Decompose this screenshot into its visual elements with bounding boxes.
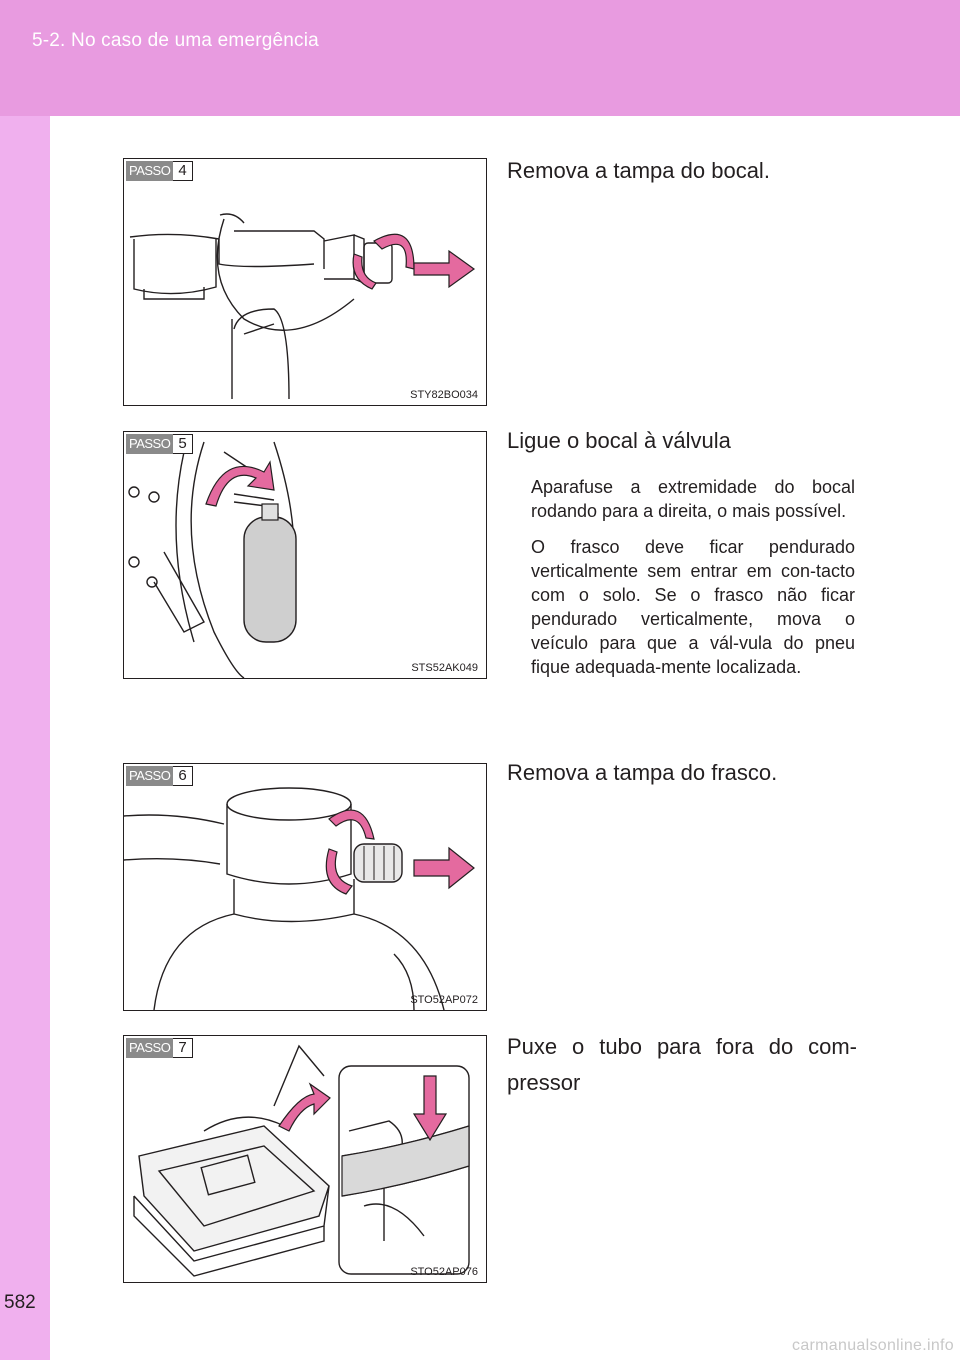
step-tag-number: 7 bbox=[173, 1038, 192, 1058]
valve-connect-illustration bbox=[124, 432, 486, 678]
step-tag bbox=[126, 1038, 193, 1058]
step-title: Puxe o tubo para fora do com-pressor bbox=[507, 1034, 857, 1095]
side-band bbox=[0, 116, 50, 1360]
step-tag-number: 4 bbox=[173, 161, 192, 181]
step-body bbox=[531, 475, 855, 691]
step-title: Remova a tampa do frasco. bbox=[507, 760, 778, 785]
step-tag bbox=[126, 766, 193, 786]
figure-step-7 bbox=[123, 1035, 487, 1283]
page-number: 582 bbox=[4, 1292, 36, 1313]
step-tag-number: 5 bbox=[173, 434, 192, 454]
step-paragraph: O frasco deve ficar pendurado verticalmente sem entrar em con-tacto com o solo. Se o frasco não ficar pendurado verticalmente, mova o veículo para que a vál-vula do pneu fique adequada-mente localizada. bbox=[531, 537, 855, 677]
page-header bbox=[0, 0, 960, 116]
step-tag-label: PASSO bbox=[126, 766, 173, 786]
nozzle-cap-illustration bbox=[124, 159, 486, 405]
figure-code: STS52AK049 bbox=[411, 662, 478, 674]
step-tag-label: PASSO bbox=[126, 161, 173, 181]
step-tag-label: PASSO bbox=[126, 1038, 173, 1058]
step-tag-label: PASSO bbox=[126, 434, 173, 454]
step-tag-number: 6 bbox=[173, 766, 192, 786]
figure-code: STO52AP076 bbox=[410, 1266, 478, 1278]
figure-step-5 bbox=[123, 431, 487, 679]
figure-code: STY82BO034 bbox=[410, 389, 478, 401]
figure-step-6 bbox=[123, 763, 487, 1011]
step-tag bbox=[126, 434, 193, 454]
bottle-cap-illustration bbox=[124, 764, 486, 1010]
watermark: carmanualsonline.info bbox=[792, 1337, 954, 1354]
step-tag bbox=[126, 161, 193, 181]
step-title: Remova a tampa do bocal. bbox=[507, 158, 770, 183]
step-paragraph: Aparafuse a extremidade do bocal rodando para a direita, o mais possível. bbox=[531, 477, 855, 521]
figure-step-4 bbox=[123, 158, 487, 406]
figure-code: STO52AP072 bbox=[410, 994, 478, 1006]
step-title: Ligue o bocal à válvula bbox=[507, 428, 731, 453]
compressor-hose-illustration bbox=[124, 1036, 486, 1282]
section-title: 5-2. No caso de uma emergência bbox=[32, 30, 319, 51]
